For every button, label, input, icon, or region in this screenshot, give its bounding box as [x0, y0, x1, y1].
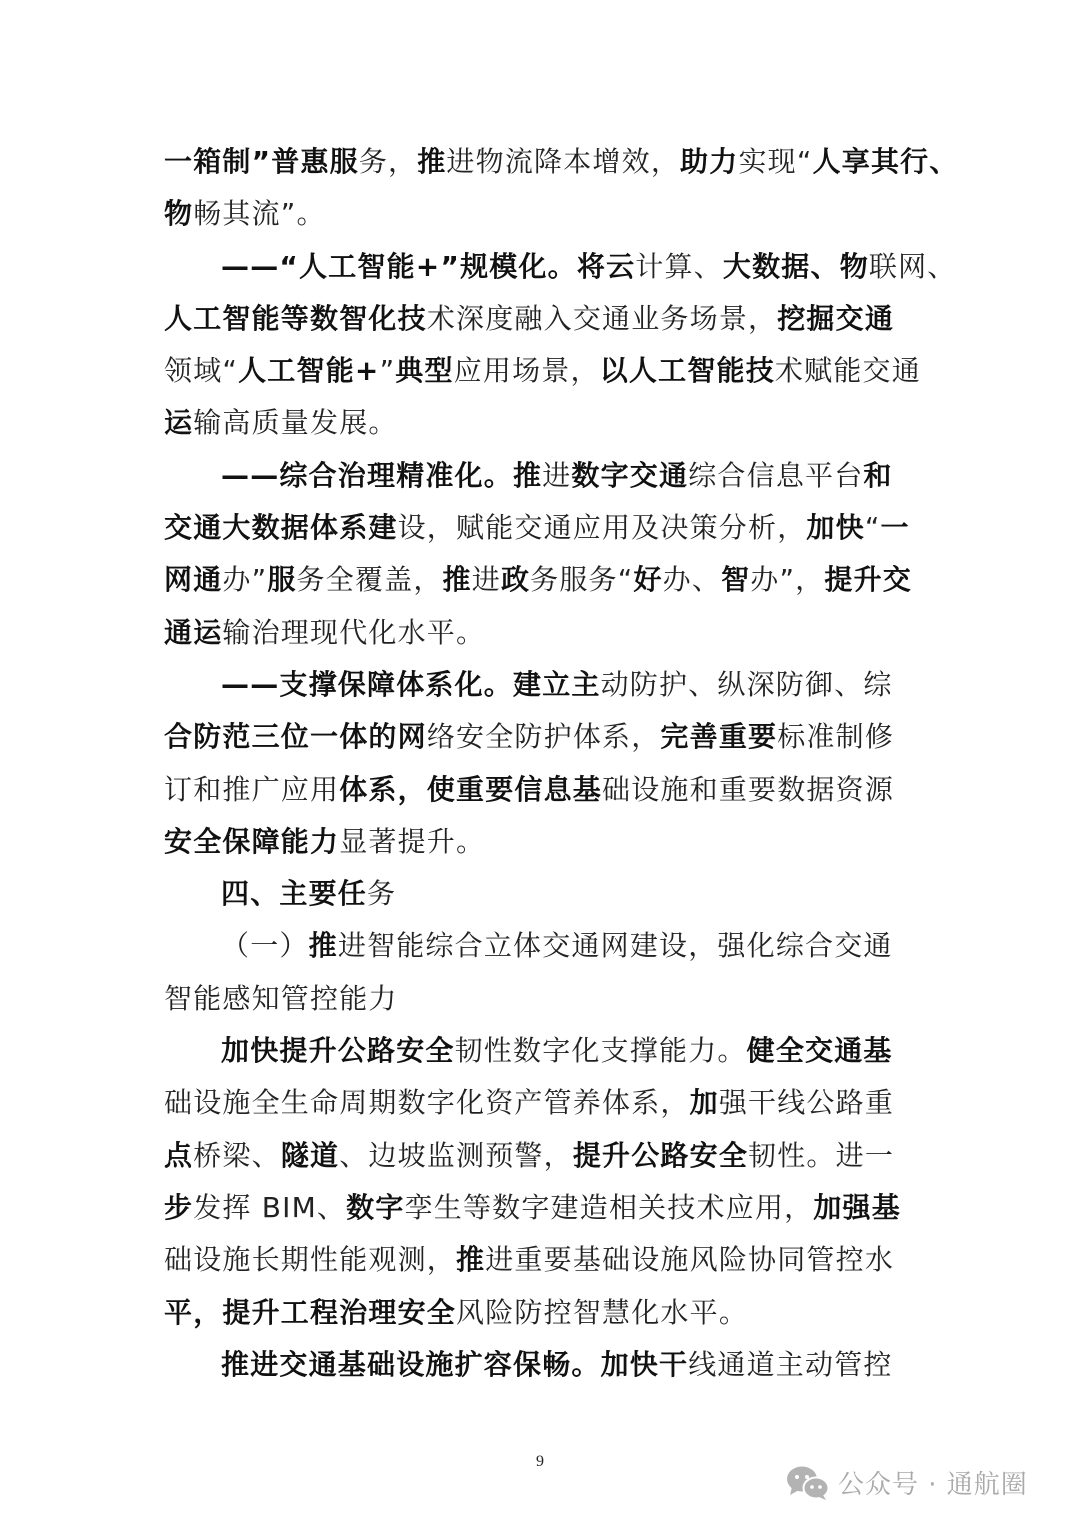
bold-text-run: 合防范三位一体的网: [164, 720, 427, 754]
text-run: 动防护、纵深防御、综: [600, 667, 893, 701]
bold-text-run: ——综合治理精准化。推: [221, 458, 543, 492]
text-line: [164, 711, 920, 763]
text-run: 输高质量发展。: [193, 406, 398, 440]
bold-text-run: 加强基: [813, 1190, 901, 1224]
bold-text-run: 典型: [395, 354, 454, 388]
text-run: 络安全防护体系，: [426, 720, 661, 754]
bold-text-run: 以人工智能技: [599, 354, 775, 388]
text-line: [164, 241, 957, 293]
text-run: 术深度融入交通业务场景，: [426, 301, 778, 335]
text-run: 办”: [222, 563, 268, 597]
text-line: [164, 1287, 920, 1339]
text-run: ”: [379, 354, 396, 388]
text-run: 输治理现代化水平。: [222, 615, 486, 649]
text-run: 标准制修: [777, 720, 895, 754]
text-run: 桥梁、: [193, 1138, 281, 1172]
bold-text-run: 数字交通: [571, 458, 689, 492]
bold-text-run: 四、主要任: [221, 877, 368, 911]
text-run: 应用场景，: [453, 354, 600, 388]
bold-text-run: 提升工程治理安全: [222, 1295, 457, 1329]
text-run: 发挥 BIM、: [193, 1190, 347, 1224]
text-run: 础设施长期性能观测，: [164, 1243, 457, 1277]
bold-text-run: 加: [689, 1086, 719, 1120]
text-line: [164, 502, 920, 554]
text-run: 办”，: [750, 563, 825, 597]
text-run: 、边坡监测预警，: [339, 1138, 573, 1172]
text-line: [164, 659, 920, 711]
text-run: 畅其流”。: [193, 197, 326, 231]
text-run: 进物流降本增效，: [446, 145, 681, 178]
bold-text-run: 挖掘交通: [777, 301, 895, 335]
text-run: 进: [471, 563, 501, 597]
text-line: [164, 607, 920, 659]
bold-text-run: 服: [267, 563, 297, 597]
text-line: [164, 973, 920, 1025]
bold-text-run: 隧道: [280, 1138, 340, 1172]
text-run: 显著提升。: [339, 824, 486, 858]
watermark: [786, 1464, 1028, 1501]
text-run: 综合信息平台: [688, 458, 864, 492]
text-run: “: [864, 511, 881, 545]
text-line: [164, 345, 920, 397]
page-number: 9: [536, 1453, 544, 1470]
text-line: [164, 1234, 920, 1286]
text-run: 强干线公路重: [718, 1086, 895, 1120]
text-run: 风险防控智慧化水平。: [456, 1295, 749, 1329]
text-run: 领域“: [164, 354, 239, 388]
text-line: [164, 920, 920, 972]
text-run: 订和推广应用: [164, 772, 340, 806]
bold-text-run: 网通: [164, 563, 223, 597]
text-line: [164, 397, 920, 449]
bold-text-run: 安全保障能力: [164, 824, 340, 858]
bold-text-run: 加快: [806, 511, 865, 545]
bold-text-run: 平，: [164, 1295, 223, 1329]
text-line: [164, 1077, 920, 1129]
bold-text-run: 大数据、物: [722, 249, 869, 283]
bold-text-run: 运: [164, 406, 194, 440]
text-line: [164, 1339, 920, 1391]
bold-text-run: 和: [863, 458, 893, 492]
document-body: [164, 136, 959, 1391]
text-run: 实现“: [738, 145, 813, 178]
text-run: 进: [542, 458, 572, 492]
bold-text-run: 推: [308, 929, 338, 963]
bold-text-run: 人工智能+: [238, 354, 380, 388]
text-line: [164, 188, 920, 240]
text-line: [164, 1025, 920, 1077]
text-line: [164, 293, 920, 345]
text-run: （一）: [221, 929, 309, 963]
text-run: 务全覆盖，: [296, 563, 443, 597]
text-run: 进智能综合立体交通网建设，强化综合交通: [337, 929, 893, 963]
bold-text-run: 健全交通基: [746, 1034, 893, 1068]
text-run: 础设施全生命周期数字化资产管养体系，: [164, 1086, 690, 1120]
text-run: 计算、: [635, 249, 723, 283]
text-run: 韧性。进一: [748, 1138, 895, 1172]
bold-text-run: 推: [442, 563, 472, 597]
bold-text-run: 加快提升公路安全: [221, 1034, 455, 1068]
bold-text-run: 通运: [164, 615, 223, 649]
text-line: [164, 554, 920, 606]
text-run: 础设施和重要数据资源: [602, 772, 895, 806]
bold-text-run: 助力: [680, 145, 739, 178]
bold-text-run: 交通大数据体系建: [164, 511, 398, 545]
bold-text-run: 一: [880, 511, 910, 545]
wechat-icon: [786, 1465, 830, 1501]
watermark-text: 公众号 · 通航圈: [838, 1470, 1028, 1500]
text-line: [164, 816, 920, 868]
text-line: [164, 764, 920, 816]
text-run: 孪生等数字建造相关技术应用，: [404, 1190, 814, 1224]
text-run: 务服务“: [530, 563, 634, 597]
text-run: 设，赋能交通应用及决策分析，: [397, 511, 807, 545]
text-run: 进重要基础设施风险协同管控水: [485, 1243, 895, 1277]
text-run: 联网、: [868, 249, 957, 283]
text-run: 韧性数字化支撑能力。: [454, 1034, 747, 1068]
bold-text-run: 智: [721, 563, 751, 597]
bold-text-run: 数字: [346, 1190, 405, 1224]
bold-text-run: 推: [456, 1243, 486, 1277]
bold-text-run: ——“人工智能+”规模化。将云: [221, 249, 636, 283]
text-line: [164, 868, 920, 920]
bold-text-run: 物: [164, 197, 194, 231]
text-line: [164, 1182, 920, 1234]
bold-text-run: 一箱制”普惠服: [164, 145, 359, 178]
text-line: [164, 136, 959, 188]
bold-text-run: 人享其行、: [812, 145, 959, 178]
bold-text-run: 推进交通基础设施扩容保畅。加快干: [221, 1347, 689, 1381]
bold-text-run: 推: [417, 145, 447, 178]
bold-text-run: 完善重要: [660, 720, 778, 754]
bold-text-run: 点: [164, 1138, 194, 1172]
bold-text-run: 好: [633, 563, 663, 597]
bold-text-run: 步: [164, 1190, 194, 1224]
text-run: 务: [367, 877, 397, 911]
bold-text-run: 体系，使重要信息基: [339, 772, 603, 806]
text-run: 办、: [662, 563, 722, 597]
text-run: 线通道主动管控: [688, 1347, 893, 1381]
text-line: [164, 1130, 920, 1182]
text-run: 术赋能交通: [774, 354, 921, 388]
text-line: [164, 450, 920, 502]
bold-text-run: 提升交: [824, 563, 912, 597]
bold-text-run: 提升公路安全: [572, 1138, 749, 1172]
bold-text-run: 政: [500, 563, 531, 597]
text-run: 务，: [358, 145, 418, 178]
bold-text-run: 人工智能等数智化技: [164, 301, 427, 335]
bold-text-run: ——支撑保障体系化。建立主: [221, 667, 601, 701]
text-run: 智能感知管控能力: [164, 981, 398, 1015]
